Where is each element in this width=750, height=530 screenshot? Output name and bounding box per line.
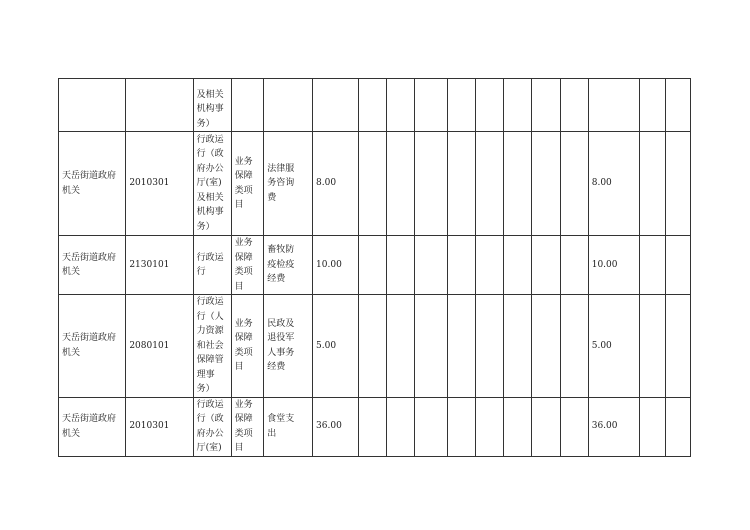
fiscal-cell-text: 8.00 bbox=[591, 178, 612, 189]
unit-cell-text: 天岳街道政府机关 bbox=[62, 171, 117, 196]
total-cell-text: 8.00 bbox=[316, 178, 337, 189]
empty-cell bbox=[447, 397, 475, 456]
function-cell-text: 行政运 行 bbox=[196, 252, 224, 277]
total-cell bbox=[313, 397, 359, 456]
function-cell bbox=[193, 397, 231, 456]
function-cell bbox=[193, 132, 231, 236]
empty-cell bbox=[358, 132, 386, 236]
unit-cell bbox=[59, 397, 126, 456]
empty-cell bbox=[358, 79, 386, 132]
empty-cell bbox=[665, 132, 690, 236]
total-cell-text: 5.00 bbox=[316, 340, 337, 351]
function-cell-text: 行政运 行（人 力资源 和社会 保障管 理事 务） bbox=[196, 297, 224, 394]
empty-cell bbox=[532, 236, 560, 295]
code-cell-text: 2010301 bbox=[129, 421, 170, 432]
fiscal-cell bbox=[588, 295, 639, 398]
empty-cell bbox=[447, 79, 475, 132]
empty-cell bbox=[560, 295, 588, 398]
empty-cell bbox=[415, 295, 448, 398]
total-cell bbox=[313, 132, 359, 236]
code-cell-text: 2010301 bbox=[129, 178, 170, 189]
empty-cell bbox=[386, 397, 414, 456]
unit-cell-text: 天岳街道政府机关 bbox=[62, 414, 117, 439]
fiscal-cell-text: 5.00 bbox=[591, 340, 612, 351]
unit-cell bbox=[59, 236, 126, 295]
table-row bbox=[59, 132, 691, 236]
empty-cell bbox=[415, 397, 448, 456]
type-cell-text: 业务 保障 类项 目 bbox=[234, 399, 253, 453]
project-cell bbox=[264, 132, 313, 236]
type-cell-text: 业务 保障 类项 目 bbox=[234, 156, 253, 210]
empty-cell bbox=[665, 79, 690, 132]
project-cell bbox=[264, 397, 313, 456]
empty-cell bbox=[475, 132, 503, 236]
project-cell bbox=[264, 79, 313, 132]
total-cell bbox=[313, 79, 359, 132]
empty-cell bbox=[447, 236, 475, 295]
code-cell bbox=[126, 397, 193, 456]
unit-cell bbox=[59, 295, 126, 398]
empty-cell bbox=[415, 132, 448, 236]
total-cell-text: 10.00 bbox=[316, 259, 342, 270]
unit-cell-text: 天岳街道政府机关 bbox=[62, 333, 117, 358]
fiscal-cell-text: 36.00 bbox=[591, 421, 618, 432]
fiscal-cell bbox=[588, 236, 639, 295]
empty-cell bbox=[386, 236, 414, 295]
empty-cell bbox=[358, 236, 386, 295]
function-cell-text: 行政运 行（政 府办公 厅(室) bbox=[196, 399, 224, 453]
empty-cell bbox=[639, 397, 665, 456]
code-cell bbox=[126, 79, 193, 132]
empty-cell bbox=[358, 295, 386, 398]
code-cell bbox=[126, 132, 193, 236]
total-cell bbox=[313, 236, 359, 295]
total-cell-text: 36.00 bbox=[316, 421, 342, 432]
table-row bbox=[59, 79, 691, 132]
unit-cell-text: 天岳街道政府机关 bbox=[62, 252, 117, 277]
empty-cell bbox=[532, 79, 560, 132]
fiscal-cell bbox=[588, 132, 639, 236]
function-cell-text: 及相关 机构事 务） bbox=[196, 89, 224, 129]
empty-cell bbox=[504, 397, 532, 456]
fiscal-cell bbox=[588, 397, 639, 456]
type-cell bbox=[231, 236, 264, 295]
project-cell-text: 食堂支 出 bbox=[267, 414, 295, 439]
function-cell bbox=[193, 236, 231, 295]
empty-cell bbox=[475, 236, 503, 295]
type-cell bbox=[231, 132, 264, 236]
empty-cell bbox=[560, 132, 588, 236]
unit-cell bbox=[59, 79, 126, 132]
type-cell-text: 业务 保障 类项 目 bbox=[234, 238, 253, 292]
empty-cell bbox=[639, 295, 665, 398]
empty-cell bbox=[532, 397, 560, 456]
project-cell-text: 法律服 务咨询 费 bbox=[267, 163, 295, 203]
unit-cell bbox=[59, 132, 126, 236]
empty-cell bbox=[415, 236, 448, 295]
empty-cell bbox=[560, 397, 588, 456]
code-cell-text: 2080101 bbox=[129, 340, 170, 351]
fiscal-cell-text: 10.00 bbox=[591, 259, 618, 270]
empty-cell bbox=[532, 295, 560, 398]
empty-cell bbox=[475, 295, 503, 398]
empty-cell bbox=[560, 79, 588, 132]
project-cell-text: 畜牧防 疫检疫 经费 bbox=[267, 245, 295, 285]
empty-cell bbox=[386, 132, 414, 236]
fiscal-cell bbox=[588, 79, 639, 132]
function-cell bbox=[193, 79, 231, 132]
empty-cell bbox=[639, 132, 665, 236]
type-cell bbox=[231, 295, 264, 398]
code-cell-text: 2130101 bbox=[129, 259, 170, 270]
type-cell bbox=[231, 79, 264, 132]
empty-cell bbox=[665, 236, 690, 295]
empty-cell bbox=[475, 79, 503, 132]
project-cell-text: 民政及 退役军 人事务 经费 bbox=[267, 318, 295, 373]
table-row bbox=[59, 397, 691, 456]
code-cell bbox=[126, 295, 193, 398]
empty-cell bbox=[415, 79, 448, 132]
empty-cell bbox=[665, 397, 690, 456]
project-cell bbox=[264, 295, 313, 398]
empty-cell bbox=[358, 397, 386, 456]
total-cell bbox=[313, 295, 359, 398]
empty-cell bbox=[386, 295, 414, 398]
empty-cell bbox=[560, 236, 588, 295]
empty-cell bbox=[447, 295, 475, 398]
empty-cell bbox=[665, 295, 690, 398]
empty-cell bbox=[504, 79, 532, 132]
empty-cell bbox=[475, 397, 503, 456]
code-cell bbox=[126, 236, 193, 295]
project-cell bbox=[264, 236, 313, 295]
table-body bbox=[59, 79, 691, 457]
budget-table bbox=[58, 78, 691, 457]
empty-cell bbox=[504, 132, 532, 236]
function-cell bbox=[193, 295, 231, 398]
type-cell bbox=[231, 397, 264, 456]
empty-cell bbox=[639, 236, 665, 295]
empty-cell bbox=[386, 79, 414, 132]
empty-cell bbox=[504, 236, 532, 295]
table-row bbox=[59, 295, 691, 398]
type-cell-text: 业务 保障 类项 目 bbox=[234, 318, 253, 373]
empty-cell bbox=[532, 132, 560, 236]
table-row bbox=[59, 236, 691, 295]
empty-cell bbox=[447, 132, 475, 236]
empty-cell bbox=[504, 295, 532, 398]
empty-cell bbox=[639, 79, 665, 132]
function-cell-text: 行政运 行（政 府办公 厅(室) 及相关 机构事 务） bbox=[196, 134, 224, 232]
